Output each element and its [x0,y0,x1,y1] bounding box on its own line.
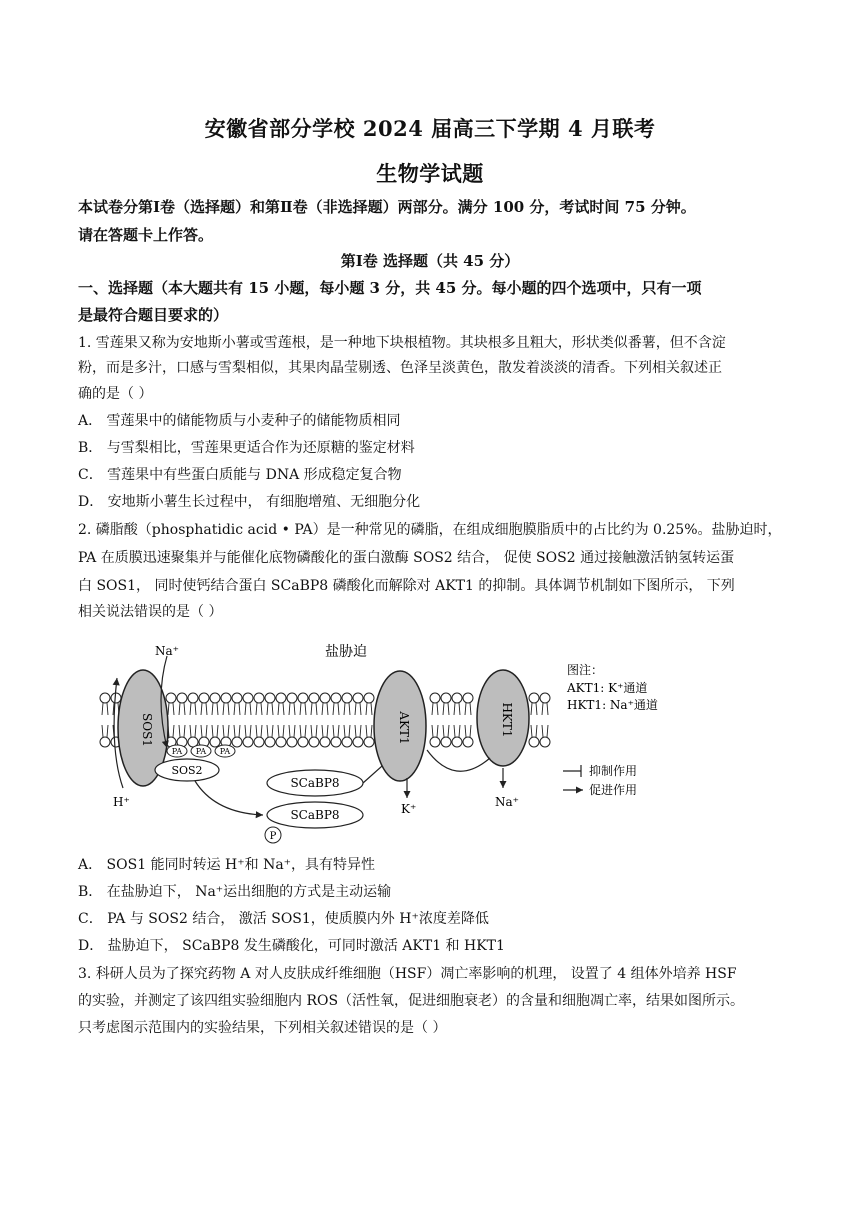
lipid-tail [256,725,262,737]
lipid-tail [179,725,185,737]
lipid-head [309,737,319,747]
lipid-tail [300,725,306,737]
legend-promote: 促进作用 [589,783,638,797]
lipid-tail [443,725,449,737]
akt1-hkt1-link [427,750,490,771]
section-title: 第Ⅰ卷 选择题（共 45 分） [340,252,520,270]
lipid-head [320,737,330,747]
lipid-tail [234,725,240,737]
lipid-head [221,693,231,703]
lipid-head [342,693,352,703]
k-bottom-label: K⁺ [401,802,417,816]
lipid-tail [278,725,284,737]
lipid-tail [201,703,207,715]
part-heading-line-1: 一、选择题（本大题共有 15 小题，每小题 3 分，共 45 分。每小题的四个选项中，只有一项 [78,279,702,297]
pa-label-3: PA [219,747,231,756]
lipid-tail [465,703,471,715]
legend-inhibit: 抑制作用 [589,764,638,778]
sos1-label: SOS1 [140,713,154,747]
instruction-line-1: 本试卷分第Ⅰ卷（选择题）和第Ⅱ卷（非选择题）两部分。满分 100 分，考试时间 75 分钟。 [78,198,696,216]
lipid-tail [300,703,306,715]
lipid-head [529,693,539,703]
q2-option-a: A． SOS1 能同时转运 H⁺和 Na⁺，具有特异性 [78,857,376,873]
na-top-label: Na⁺ [155,644,179,658]
lipid-tail [212,703,218,715]
lipid-tail [465,725,471,737]
lipid-head [210,693,220,703]
lipid-tail [443,703,449,715]
lipid-tail [245,725,251,737]
lipid-tail [201,725,207,737]
lipid-tail [267,725,273,737]
lipid-head [166,693,176,703]
lipid-head [331,693,341,703]
lipid-head [232,737,242,747]
lipid-head [320,693,330,703]
q2-option-c: C． PA 与 SOS2 结合， 激活 SOS1，使质膜内外 H⁺浓度差降低 [78,911,489,927]
lipid-tail [355,725,361,737]
lipid-tail [223,725,229,737]
lipid-tail [432,725,438,737]
lipid-tail [344,725,350,737]
hkt1-label: HKT1 [500,702,514,738]
lipid-head [463,693,473,703]
stress-label: 盐胁迫 [325,645,367,660]
lipid-tail [234,703,240,715]
sos2-to-scabp8-arrow [195,781,263,815]
exam-subtitle: 生物学试题 [376,161,484,186]
lipid-head [287,737,297,747]
q1-option-d: D． 安地斯小薯生长过程中， 有细胞增殖、无细胞分化 [78,494,421,510]
lipid-head [265,737,275,747]
q1-option-c: C． 雪莲果中有些蛋白质能与 DNA 形成稳定复合物 [78,467,402,483]
lipid-head [540,737,550,747]
lipid-head [254,693,264,703]
lipid-tail [366,703,372,715]
q1-option-a: A． 雪莲果中的储能物质与小麦种子的储能物质相同 [78,413,401,429]
lipid-head [364,737,374,747]
lipid-head [441,737,451,747]
part-heading-line-2: 是最符合题目要求的） [78,306,229,324]
lipid-head [463,737,473,747]
q3-stem-line-2: 的实验，并测定了该四组实验细胞内 ROS（活性氧，促进细胞衰老）的含量和细胞凋亡率，结果如图所示。 [78,993,745,1009]
lipid-tail [432,703,438,715]
lipid-tail [190,725,196,737]
lipid-tail [542,703,548,715]
lipid-tail [531,703,537,715]
lipid-tail [322,725,328,737]
lipid-tail [542,725,548,737]
q2-stem-line-2: PA 在质膜迅速聚集并与能催化底物磷酸化的蛋白激酶 SOS2 结合， 促使 SOS2 通过接触激活钠氢转运蛋 [78,550,735,566]
lipid-head [188,693,198,703]
lipid-head [276,693,286,703]
lipid-tail [333,703,339,715]
q2-stem-line-4: 相关说法错误的是（ ） [78,604,223,620]
lipid-tail [322,703,328,715]
lipid-head [452,693,462,703]
q2-stem-line-1: 2. 磷脂酸（phosphatidic acid • PA）是一种常见的磷脂，在组成细胞膜脂质中的占比约为 0.25%。盐胁迫时， [78,522,782,538]
lipid-tail [179,703,185,715]
lipid-tail [168,725,174,737]
akt1-label: AKT1 [397,711,411,745]
lipid-tail [212,725,218,737]
pa-label-1: PA [171,747,183,756]
instruction-line-2: 请在答题卡上作答。 [78,226,214,244]
q1-option-b: B． 与雪梨相比，雪莲果更适合作为还原糖的鉴定材料 [78,440,415,456]
lipid-head [243,737,253,747]
lipid-tail [102,703,108,715]
lipid-tail [289,725,295,737]
lipid-tail [102,725,108,737]
lipid-head [331,737,341,747]
lipid-head [177,693,187,703]
lipid-tail [454,703,460,715]
lipid-head [529,737,539,747]
q1-stem-line-3: 确的是（ ） [78,386,153,402]
lipid-head [342,737,352,747]
phosphate-label: P [269,831,277,842]
lipid-head [232,693,242,703]
q3-stem-line-1: 3. 科研人员为了探究药物 A 对人皮肤成纤维细胞（HSF）凋亡率影响的机理， 设置了 4 组体外培养 HSF [78,966,737,982]
lipid-head [298,737,308,747]
lipid-head [100,693,110,703]
legend-hkt1: HKT1: Na⁺通道 [567,698,658,712]
lipid-head [298,693,308,703]
lipid-head [199,693,209,703]
q1-stem-line-2: 粉，而是多汁，口感与雪梨相似，其果肉晶莹剔透、色泽呈淡黄色，散发着淡淡的清香。下列相关叙述正 [78,360,722,376]
q1-stem-line-1: 1. 雪莲果又称为安地斯小薯或雪莲根，是一种地下块根植物。其块根多且粗大，形状类似番薯，但不含淀 [78,335,726,351]
lipid-head [430,737,440,747]
lipid-tail [311,725,317,737]
lipid-tail [245,703,251,715]
lipid-head [441,693,451,703]
q2-option-b: B． 在盐胁迫下， Na⁺运出细胞的方式是主动运输 [78,884,392,900]
legend-title: 图注： [567,663,604,677]
h-bottom-label: H⁺ [113,795,130,809]
lipid-head [540,693,550,703]
lipid-tail [366,725,372,737]
lipid-tail [344,703,350,715]
scabp8-label: SCaBP8 [290,776,340,790]
lipid-tail [190,703,196,715]
q2-stem-line-3: 白 SOS1， 同时使钙结合蛋白 SCaBP8 磷酸化而解除对 AKT1 的抑制。具体调节机制如下图所示， 下列 [78,578,735,594]
q3-stem-line-3: 只考虑图示范围内的实验结果，下列相关叙述错误的是（ ） [78,1020,447,1036]
exam-title: 安徽省部分学校 2024 届高三下学期 4 月联考 [204,116,656,141]
lipid-tail [256,703,262,715]
na-bottom-label: Na⁺ [495,795,519,809]
lipid-head [210,737,220,747]
lipid-head [309,693,319,703]
lipid-head [265,693,275,703]
pa-label-2: PA [195,747,207,756]
lipid-head [430,693,440,703]
lipid-head [353,737,363,747]
lipid-tail [168,703,174,715]
lipid-head [254,737,264,747]
lipid-head [111,693,121,703]
lipid-head [364,693,374,703]
lipid-tail [333,725,339,737]
lipid-tail [454,725,460,737]
lipid-head [100,737,110,747]
lipid-tail [289,703,295,715]
legend-akt1: AKT1: K⁺通道 [567,681,648,695]
lipid-tail [355,703,361,715]
sos2-label: SOS2 [171,764,203,777]
lipid-tail [531,725,537,737]
lipid-tail [267,703,273,715]
lipid-tail [223,703,229,715]
lipid-tail [311,703,317,715]
lipid-head [452,737,462,747]
lipid-tail [278,703,284,715]
q2-option-d: D． 盐胁迫下， SCaBP8 发生磷酸化，可同时激活 AKT1 和 HKT1 [78,938,505,954]
lipid-head [287,693,297,703]
lipid-head [353,693,363,703]
membrane-transport-diagram [95,638,695,848]
lipid-head [243,693,253,703]
scabp8-phos-label: SCaBP8 [290,808,340,822]
lipid-head [276,737,286,747]
